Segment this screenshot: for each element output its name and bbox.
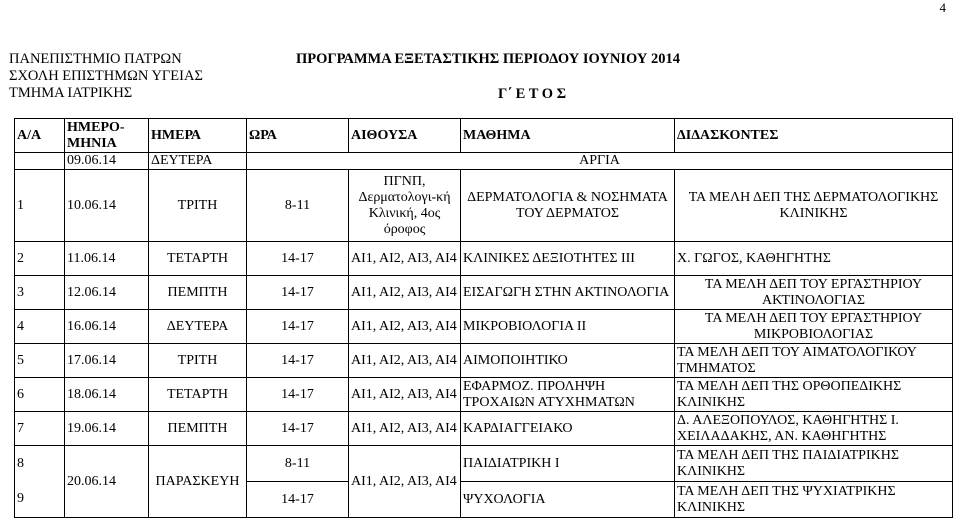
table-row bbox=[15, 412, 953, 446]
row-room: ΑΙ1, ΑΙ2, ΑΙ3, ΑΙ4 bbox=[349, 412, 461, 446]
row-date: 17.06.14 bbox=[65, 344, 149, 378]
department-name: ΤΜΗΜΑ ΙΑΤΡΙΚΗΣ bbox=[9, 85, 133, 101]
row-num: 7 bbox=[15, 412, 65, 446]
row-time: 14-17 bbox=[247, 276, 349, 310]
row-course-b: ΨΥΧΟΛΟΓΙΑ bbox=[463, 491, 546, 507]
row-course-a: ΠΑΙΔΙΑΤΡΙΚΗ Ι bbox=[461, 446, 674, 482]
table-row bbox=[15, 242, 953, 276]
holiday-label: ΑΡΓΙΑ bbox=[247, 153, 953, 170]
row-num: 1 bbox=[15, 170, 65, 242]
row-date: 20.06.14 bbox=[65, 446, 149, 518]
table-row bbox=[15, 344, 953, 378]
row-day: ΠΕΜΠΤΗ bbox=[149, 412, 247, 446]
institution-block bbox=[9, 51, 203, 102]
row-course: ΔΕΡΜΑΤΟΛΟΓΙΑ & ΝΟΣΗΜΑΤΑ ΤΟΥ ΔΕΡΜΑΤΟΣ bbox=[461, 170, 675, 242]
col-header-day: ΗΜΕΡΑ bbox=[149, 119, 247, 153]
row-teachers: ΤΑ ΜΕΛΗ ΔΕΠ ΤΟΥ ΑΙΜΑΤΟΛΟΓΙΚΟΥ ΤΜΗΜΑΤΟΣ bbox=[675, 344, 953, 378]
col-header-time: ΩΡΑ bbox=[247, 119, 349, 153]
row-room: ΠΓΝΠ, Δερματολογι-κή Κλινική, 4ος όροφος bbox=[349, 170, 461, 242]
holiday-day: ΔΕΥΤΕΡΑ bbox=[149, 153, 247, 170]
row-course: ΚΛΙΝΙΚΕΣ ΔΕΞΙΟΤΗΤΕΣ ΙΙΙ bbox=[461, 242, 675, 276]
row-teachers: ΤΑ ΜΕΛΗ ΔΕΠ ΤΟΥ ΕΡΓΑΣΤΗΡΙΟΥ ΜΙΚΡΟΒΙΟΛΟΓΙΑΣ bbox=[675, 310, 953, 344]
row-teachers bbox=[675, 446, 953, 518]
page-number: 4 bbox=[939, 0, 946, 15]
row-day: ΤΕΤΑΡΤΗ bbox=[149, 378, 247, 412]
row-time bbox=[247, 446, 349, 518]
table-row bbox=[15, 276, 953, 310]
row-teachers: Δ. ΑΛΕΞΟΠΟΥΛΟΣ, ΚΑΘΗΓΗΤΗΣ Ι. ΧΕΙΛΑΔΑΚΗΣ, ΑΝ. ΚΑΘΗΓΗΤΗΣ bbox=[675, 412, 953, 446]
row-date: 10.06.14 bbox=[65, 170, 149, 242]
row-time-b: 14-17 bbox=[281, 491, 314, 507]
school-name: ΣΧΟΛΗ ΕΠΙΣΤΗΜΩΝ ΥΓΕΙΑΣ bbox=[9, 68, 203, 84]
row-course: ΑΙΜΟΠΟΙΗΤΙΚΟ bbox=[461, 344, 675, 378]
row-date: 12.06.14 bbox=[65, 276, 149, 310]
document-title: ΠΡΟΓΡΑΜΜΑ ΕΞΕΤΑΣΤΙΚΗΣ ΠΕΡΙΟΔΟΥ ΙΟΥΝΙΟΥ 2014 bbox=[296, 51, 680, 67]
table-row bbox=[15, 446, 953, 518]
col-header-room: ΑΙΘΟΥΣΑ bbox=[349, 119, 461, 153]
row-date: 16.06.14 bbox=[65, 310, 149, 344]
row-course: ΕΙΣΑΓΩΓΗ ΣΤΗΝ ΑΚΤΙΝΟΛΟΓΙΑ bbox=[461, 276, 675, 310]
row-date: 18.06.14 bbox=[65, 378, 149, 412]
university-name: ΠΑΝΕΠΙΣΤΗΜΙΟ ΠΑΤΡΩΝ bbox=[9, 51, 182, 67]
row-day: ΠΕΜΠΤΗ bbox=[149, 276, 247, 310]
row-time: 14-17 bbox=[247, 378, 349, 412]
row-num: 2 bbox=[15, 242, 65, 276]
holiday-row bbox=[15, 153, 953, 170]
col-header-num: Α/Α bbox=[15, 119, 65, 153]
row-time: 14-17 bbox=[247, 344, 349, 378]
table-header-row bbox=[15, 119, 953, 153]
row-course: ΜΙΚΡΟΒΙΟΛΟΓΙΑ ΙΙ bbox=[461, 310, 675, 344]
row-num: 5 bbox=[15, 344, 65, 378]
row-teachers: ΤΑ ΜΕΛΗ ΔΕΠ ΤΟΥ ΕΡΓΑΣΤΗΡΙΟΥ ΑΚΤΙΝΟΛΟΓΙΑΣ bbox=[675, 276, 953, 310]
row-room: ΑΙ1, ΑΙ2, ΑΙ3, ΑΙ4 bbox=[349, 378, 461, 412]
col-header-date: ΗΜΕΡΟ-ΜΗΝΙΑ bbox=[65, 119, 149, 153]
row-course bbox=[461, 446, 675, 518]
row-teachers-a: ΤΑ ΜΕΛΗ ΔΕΠ ΤΗΣ ΠΑΙΔΙΑΤΡΙΚΗΣ ΚΛΙΝΙΚΗΣ bbox=[675, 446, 952, 482]
row-num bbox=[15, 446, 65, 518]
holiday-date: 09.06.14 bbox=[65, 153, 149, 170]
table-row bbox=[15, 378, 953, 412]
row-day: ΤΡΙΤΗ bbox=[149, 344, 247, 378]
exam-schedule-table bbox=[14, 118, 953, 518]
row-date: 19.06.14 bbox=[65, 412, 149, 446]
row-teachers-b: ΤΑ ΜΕΛΗ ΔΕΠ ΤΗΣ ΨΥΧΙΑΤΡΙΚΗΣ ΚΛΙΝΙΚΗΣ bbox=[677, 483, 896, 515]
row-time: 14-17 bbox=[247, 412, 349, 446]
row-room: ΑΙ1, ΑΙ2, ΑΙ3, ΑΙ4 bbox=[349, 446, 461, 518]
row-room: ΑΙ1, ΑΙ2, ΑΙ3, ΑΙ4 bbox=[349, 276, 461, 310]
row-day: ΤΡΙΤΗ bbox=[149, 170, 247, 242]
table-row bbox=[15, 170, 953, 242]
row-day: ΤΕΤΑΡΤΗ bbox=[149, 242, 247, 276]
row-num: 3 bbox=[15, 276, 65, 310]
row-room: ΑΙ1, ΑΙ2, ΑΙ3, ΑΙ4 bbox=[349, 242, 461, 276]
col-header-teachers: ΔΙΔΑΣΚΟΝΤΕΣ bbox=[675, 119, 953, 153]
academic-year: Γ΄ Ε Τ Ο Σ bbox=[498, 86, 567, 102]
col-header-course: ΜΑΘΗΜΑ bbox=[461, 119, 675, 153]
row-day: ΠΑΡΑΣΚΕΥΗ bbox=[149, 446, 247, 518]
row-time: 14-17 bbox=[247, 242, 349, 276]
row-room: ΑΙ1, ΑΙ2, ΑΙ3, ΑΙ4 bbox=[349, 344, 461, 378]
row-teachers: ΤΑ ΜΕΛΗ ΔΕΠ ΤΗΣ ΟΡΘΟΠΕΔΙΚΗΣ ΚΛΙΝΙΚΗΣ bbox=[675, 378, 953, 412]
row-time: 8-11 bbox=[247, 170, 349, 242]
row-day: ΔΕΥΤΕΡΑ bbox=[149, 310, 247, 344]
row-teachers: Χ. ΓΩΓΟΣ, ΚΑΘΗΓΗΤΗΣ bbox=[675, 242, 953, 276]
row-course: ΕΦΑΡΜΟΖ. ΠΡΟΛΗΨΗ ΤΡΟΧΑΙΩΝ ΑΤΥΧΗΜΑΤΩΝ bbox=[461, 378, 675, 412]
row-teachers: ΤΑ ΜΕΛΗ ΔΕΠ ΤΗΣ ΔΕΡΜΑΤΟΛΟΓΙΚΗΣ ΚΛΙΝΙΚΗΣ bbox=[675, 170, 953, 242]
row-course: ΚΑΡΔΙΑΓΓΕΙΑΚΟ bbox=[461, 412, 675, 446]
row-time: 14-17 bbox=[247, 310, 349, 344]
row-num-a: 8 bbox=[17, 456, 24, 471]
row-time-a: 8-11 bbox=[247, 446, 348, 482]
row-num-b: 9 bbox=[17, 491, 24, 506]
table-row bbox=[15, 310, 953, 344]
holiday-num bbox=[15, 153, 65, 170]
row-num: 4 bbox=[15, 310, 65, 344]
row-date: 11.06.14 bbox=[65, 242, 149, 276]
row-room: ΑΙ1, ΑΙ2, ΑΙ3, ΑΙ4 bbox=[349, 310, 461, 344]
row-num: 6 bbox=[15, 378, 65, 412]
